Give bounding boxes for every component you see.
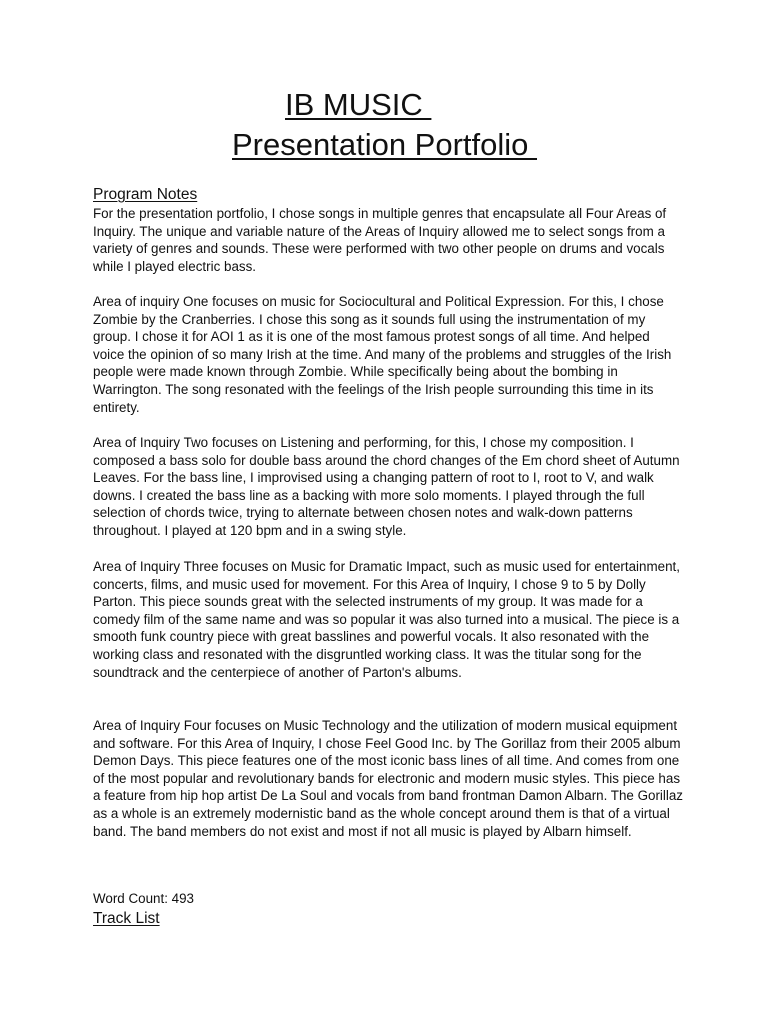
page-title: IB MUSIC: [285, 87, 432, 122]
paragraph-aoi-three: Area of Inquiry Three focuses on Music for Dramatic Impact, such as music used for entertainment, concerts, films, and music used for movement. For this Area of Inquiry, I chose 9 to 5 by Dolly Parton. This piece sounds great with the selected instruments of my group. It was made for a comedy film of the same name and was so popular it was also turned into a musical. The piece is a smooth funk country piece with great basslines and powerful vocals. It also resonated with the working class and resonated with the disgruntled working class. It was the titular song for the soundtrack and the centerpiece of another of Parton's albums.: [93, 559, 680, 680]
paragraph-aoi-one: Area of inquiry One focuses on music for Sociocultural and Political Expression. For this, I chose Zombie by the Cranberries. I chose this song as it sounds full using the instrumentation of my group. I chose it for AOI 1 as it is one of the most famous protest songs of all time. And helped voice the opinion of so many Irish at the time. And many of the problems and struggles of the Irish people were made known through Zombie. While specifically being about the bombing in Warrington. The song resonated with the feelings of the Irish people surrounding this time in its entirety.: [93, 294, 672, 415]
paragraph-intro: For the presentation portfolio, I chose songs in multiple genres that encapsulate all Four Areas of Inquiry. The unique and variable nature of the Areas of Inquiry allowed me to select songs from a variety of genres and sounds. These were performed with two other people on drums and vocals while I played electric bass.: [93, 206, 667, 274]
program-notes-heading: Program Notes: [93, 186, 198, 203]
page-subtitle: Presentation Portfolio: [232, 127, 538, 162]
paragraph-aoi-two: Area of Inquiry Two focuses on Listening and performing, for this, I chose my composition. I composed a bass solo for double bass around the chord changes of the Em chord sheet of Autumn Leaves. For the bass line, I improvised using a changing pattern of root to I, root to V, and walk downs. I created the bass line as a backing with more solo moments. I played through the full selection of chords twice, trying to alternate between chosen notes and walk-down patterns throughout. I played at 120 bpm and in a swing style.: [93, 435, 680, 538]
track-list-heading: Track List: [93, 910, 160, 927]
paragraph-aoi-four: Area of Inquiry Four focuses on Music Technology and the utilization of modern musical equipment and software. For this Area of Inquiry, I chose Feel Good Inc. by The Gorillaz from their 2005 album Demon Days. This piece features one of the most iconic bass lines of all time. And comes from one of the most popular and revolutionary bands for electronic and modern music styles. This piece has a feature from hip hop artist De La Soul and vocals from band frontman Damon Albarn. The Gorillaz as a whole is an extremely modernistic band as the whole concept around them is that of a virtual band. The band members do not exist and most if not all music is played by Albarn himself.: [93, 718, 683, 839]
word-count: Word Count: 493: [93, 891, 194, 906]
